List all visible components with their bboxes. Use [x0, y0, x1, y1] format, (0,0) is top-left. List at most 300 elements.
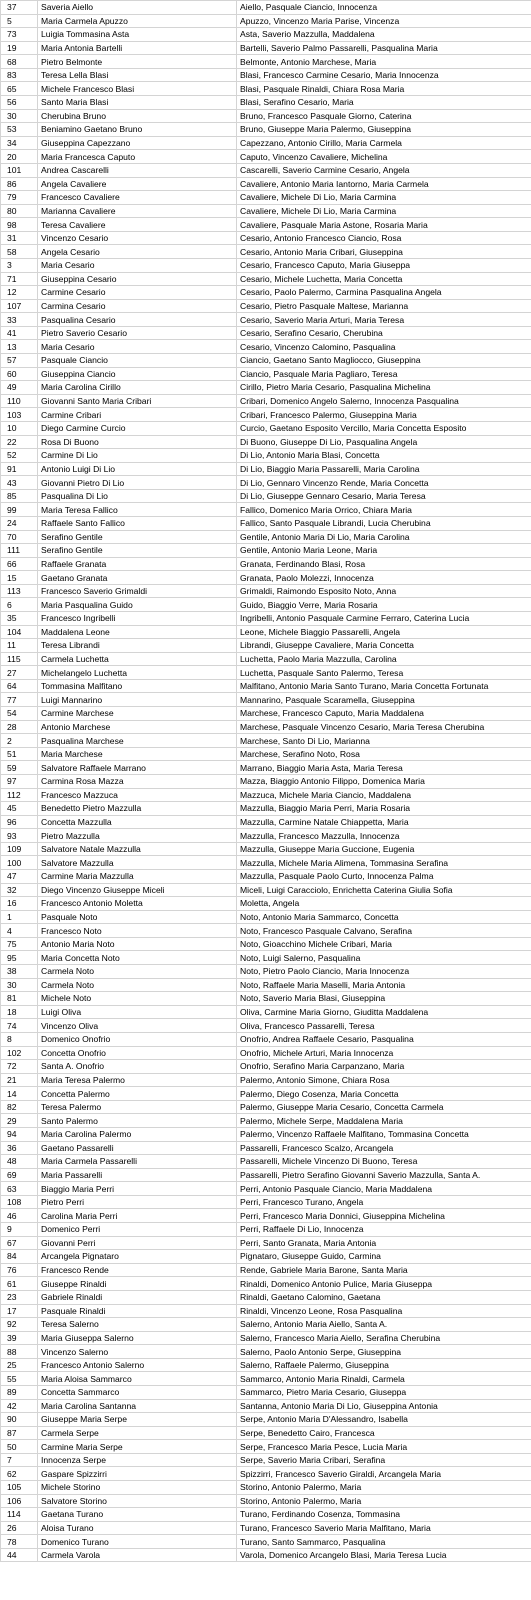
parents-cell[interactable]: Rinaldi, Domenico Antonio Pulice, Maria Giuseppa [237, 1277, 531, 1291]
person-name-cell[interactable]: Luigia Tommasina Asta [38, 28, 237, 42]
row-number-cell[interactable]: 44 [1, 1548, 38, 1562]
person-name-cell[interactable]: Pasqualina Marchese [38, 734, 237, 748]
parents-cell[interactable]: Miceli, Luigi Caracciolo, Enrichetta Caterina Giulia Sofia [237, 883, 531, 897]
person-name-cell[interactable]: Domenico Perri [38, 1223, 237, 1237]
person-name-cell[interactable]: Giovanni Santo Maria Cribari [38, 394, 237, 408]
parents-cell[interactable]: Cesario, Antonio Francesco Ciancio, Rosa [237, 231, 531, 245]
row-number-cell[interactable]: 12 [1, 286, 38, 300]
person-name-cell[interactable]: Angela Cavaliere [38, 177, 237, 191]
parents-cell[interactable]: Serpe, Francesco Maria Pesce, Lucia Maria [237, 1440, 531, 1454]
row-number-cell[interactable]: 89 [1, 1385, 38, 1399]
person-name-cell[interactable]: Concetta Palermo [38, 1087, 237, 1101]
parents-cell[interactable]: Caputo, Vincenzo Cavaliere, Michelina [237, 150, 531, 164]
parents-cell[interactable]: Onofrio, Michele Arturi, Maria Innocenza [237, 1046, 531, 1060]
person-name-cell[interactable]: Maria Aloisa Sammarco [38, 1372, 237, 1386]
row-number-cell[interactable]: 74 [1, 1019, 38, 1033]
parents-cell[interactable]: Ciancio, Pasquale Maria Pagliaro, Teresa [237, 367, 531, 381]
row-number-cell[interactable]: 102 [1, 1046, 38, 1060]
row-number-cell[interactable]: 28 [1, 720, 38, 734]
row-number-cell[interactable]: 107 [1, 299, 38, 313]
person-name-cell[interactable]: Giuseppina Capezzano [38, 136, 237, 150]
parents-cell[interactable]: Cesario, Saverio Maria Arturi, Maria Teresa [237, 313, 531, 327]
row-number-cell[interactable]: 93 [1, 829, 38, 843]
row-number-cell[interactable]: 108 [1, 1195, 38, 1209]
person-name-cell[interactable]: Antonio Marchese [38, 720, 237, 734]
row-number-cell[interactable]: 50 [1, 1440, 38, 1454]
person-name-cell[interactable]: Pietro Perri [38, 1195, 237, 1209]
person-name-cell[interactable]: Diego Carmine Curcio [38, 421, 237, 435]
person-name-cell[interactable]: Gaspare Spizzirri [38, 1467, 237, 1481]
row-number-cell[interactable]: 22 [1, 435, 38, 449]
person-name-cell[interactable]: Concetta Sammarco [38, 1385, 237, 1399]
row-number-cell[interactable]: 56 [1, 96, 38, 110]
row-number-cell[interactable]: 95 [1, 951, 38, 965]
person-name-cell[interactable]: Francesco Cavaliere [38, 191, 237, 205]
person-name-cell[interactable]: Carmine Di Lio [38, 449, 237, 463]
row-number-cell[interactable]: 77 [1, 693, 38, 707]
row-number-cell[interactable]: 86 [1, 177, 38, 191]
row-number-cell[interactable]: 26 [1, 1521, 38, 1535]
row-number-cell[interactable]: 62 [1, 1467, 38, 1481]
person-name-cell[interactable]: Angela Cesario [38, 245, 237, 259]
parents-cell[interactable]: Mazzuca, Michele Maria Ciancio, Maddalena [237, 788, 531, 802]
parents-cell[interactable]: Perri, Francesco Maria Donnici, Giuseppina Michelina [237, 1209, 531, 1223]
person-name-cell[interactable]: Pasquale Rinaldi [38, 1304, 237, 1318]
parents-cell[interactable]: Guido, Biaggio Verre, Maria Rosaria [237, 598, 531, 612]
parents-cell[interactable]: Apuzzo, Vincenzo Maria Parise, Vincenza [237, 14, 531, 28]
row-number-cell[interactable]: 57 [1, 354, 38, 368]
parents-cell[interactable]: Sammarco, Pietro Maria Cesario, Giuseppa [237, 1385, 531, 1399]
person-name-cell[interactable]: Carmine Marchese [38, 707, 237, 721]
parents-cell[interactable]: Di Lio, Giuseppe Gennaro Cesario, Maria Teresa [237, 489, 531, 503]
person-name-cell[interactable]: Saveria Aiello [38, 1, 237, 15]
person-name-cell[interactable]: Carmela Noto [38, 978, 237, 992]
person-name-cell[interactable]: Serafino Gentile [38, 544, 237, 558]
parents-cell[interactable]: Mazzulla, Carmine Natale Chiappetta, Maria [237, 815, 531, 829]
parents-cell[interactable]: Perri, Francesco Turano, Angela [237, 1195, 531, 1209]
row-number-cell[interactable]: 13 [1, 340, 38, 354]
row-number-cell[interactable]: 33 [1, 313, 38, 327]
parents-cell[interactable]: Cesario, Pietro Pasquale Maltese, Marianna [237, 299, 531, 313]
row-number-cell[interactable]: 79 [1, 191, 38, 205]
parents-cell[interactable]: Malfitano, Antonio Maria Santo Turano, Maria Concetta Fortunata [237, 679, 531, 693]
row-number-cell[interactable]: 109 [1, 842, 38, 856]
row-number-cell[interactable]: 58 [1, 245, 38, 259]
person-name-cell[interactable]: Luigi Oliva [38, 1005, 237, 1019]
parents-cell[interactable]: Mazzulla, Pasquale Paolo Curto, Innocenza Palma [237, 870, 531, 884]
parents-cell[interactable]: Passarelli, Michele Vincenzo Di Buono, Teresa [237, 1155, 531, 1169]
parents-cell[interactable]: Luchetta, Paolo Maria Mazzulla, Carolina [237, 652, 531, 666]
row-number-cell[interactable]: 87 [1, 1426, 38, 1440]
person-name-cell[interactable]: Francesco Saverio Grimaldi [38, 584, 237, 598]
person-name-cell[interactable]: Salvatore Storino [38, 1494, 237, 1508]
parents-cell[interactable]: Santanna, Antonio Maria Di Lio, Giuseppina Antonia [237, 1399, 531, 1413]
row-number-cell[interactable]: 8 [1, 1032, 38, 1046]
row-number-cell[interactable]: 67 [1, 1236, 38, 1250]
row-number-cell[interactable]: 3 [1, 258, 38, 272]
row-number-cell[interactable]: 66 [1, 557, 38, 571]
person-name-cell[interactable]: Maria Giuseppa Salerno [38, 1331, 237, 1345]
parents-cell[interactable]: Bartelli, Saverio Palmo Passarelli, Pasqualina Maria [237, 41, 531, 55]
row-number-cell[interactable]: 6 [1, 598, 38, 612]
person-name-cell[interactable]: Michelangelo Luchetta [38, 666, 237, 680]
parents-cell[interactable]: Sammarco, Antonio Maria Rinaldi, Carmela [237, 1372, 531, 1386]
parents-cell[interactable]: Marchese, Pasquale Vincenzo Cesario, Maria Teresa Cherubina [237, 720, 531, 734]
row-number-cell[interactable]: 101 [1, 163, 38, 177]
row-number-cell[interactable]: 106 [1, 1494, 38, 1508]
row-number-cell[interactable]: 19 [1, 41, 38, 55]
row-number-cell[interactable]: 41 [1, 326, 38, 340]
person-name-cell[interactable]: Salvatore Raffaele Marrano [38, 761, 237, 775]
person-name-cell[interactable]: Benedetto Pietro Mazzulla [38, 802, 237, 816]
person-name-cell[interactable]: Concetta Onofrio [38, 1046, 237, 1060]
parents-cell[interactable]: Serpe, Saverio Maria Cribari, Serafina [237, 1453, 531, 1467]
parents-cell[interactable]: Marchese, Santo Di Lio, Marianna [237, 734, 531, 748]
person-name-cell[interactable]: Santo Maria Blasi [38, 96, 237, 110]
person-name-cell[interactable]: Giovanni Pietro Di Lio [38, 476, 237, 490]
person-name-cell[interactable]: Carmela Luchetta [38, 652, 237, 666]
row-number-cell[interactable]: 30 [1, 978, 38, 992]
parents-cell[interactable]: Turano, Santo Sammarco, Pasqualina [237, 1535, 531, 1549]
parents-cell[interactable]: Onofrio, Serafino Maria Carpanzano, Maria [237, 1060, 531, 1074]
parents-cell[interactable]: Palermo, Diego Cosenza, Maria Concetta [237, 1087, 531, 1101]
parents-cell[interactable]: Luchetta, Pasquale Santo Palermo, Teresa [237, 666, 531, 680]
person-name-cell[interactable]: Giuseppe Maria Serpe [38, 1413, 237, 1427]
parents-cell[interactable]: Blasi, Pasquale Rinaldi, Chiara Rosa Maria [237, 82, 531, 96]
row-number-cell[interactable]: 2 [1, 734, 38, 748]
person-name-cell[interactable]: Tommasina Malfitano [38, 679, 237, 693]
person-name-cell[interactable]: Santo Palermo [38, 1114, 237, 1128]
person-name-cell[interactable]: Maria Carolina Cirillo [38, 381, 237, 395]
row-number-cell[interactable]: 37 [1, 1, 38, 15]
row-number-cell[interactable]: 52 [1, 449, 38, 463]
row-number-cell[interactable]: 91 [1, 462, 38, 476]
row-number-cell[interactable]: 39 [1, 1331, 38, 1345]
row-number-cell[interactable]: 30 [1, 109, 38, 123]
person-name-cell[interactable]: Antonio Luigi Di Lio [38, 462, 237, 476]
person-name-cell[interactable]: Francesco Antonio Salerno [38, 1358, 237, 1372]
row-number-cell[interactable]: 59 [1, 761, 38, 775]
person-name-cell[interactable]: Giuseppina Cesario [38, 272, 237, 286]
person-name-cell[interactable]: Teresa Salerno [38, 1318, 237, 1332]
person-name-cell[interactable]: Maria Pasqualina Guido [38, 598, 237, 612]
parents-cell[interactable]: Mazzulla, Giuseppe Maria Guccione, Eugenia [237, 842, 531, 856]
row-number-cell[interactable]: 60 [1, 367, 38, 381]
parents-cell[interactable]: Marchese, Francesco Caputo, Maria Maddalena [237, 707, 531, 721]
parents-cell[interactable]: Belmonte, Antonio Marchese, Maria [237, 55, 531, 69]
person-name-cell[interactable]: Gaetano Granata [38, 571, 237, 585]
person-name-cell[interactable]: Gabriele Rinaldi [38, 1290, 237, 1304]
parents-cell[interactable]: Cesario, Vincenzo Calomino, Pasqualina [237, 340, 531, 354]
person-name-cell[interactable]: Francesco Antonio Moletta [38, 897, 237, 911]
person-name-cell[interactable]: Raffaele Granata [38, 557, 237, 571]
parents-cell[interactable]: Bruno, Giuseppe Maria Palermo, Giuseppina [237, 123, 531, 137]
person-name-cell[interactable]: Rosa Di Buono [38, 435, 237, 449]
parents-cell[interactable]: Mazzulla, Michele Maria Alimena, Tommasina Serafina [237, 856, 531, 870]
parents-cell[interactable]: Noto, Pietro Paolo Ciancio, Maria Innocenza [237, 965, 531, 979]
parents-cell[interactable]: Moletta, Angela [237, 897, 531, 911]
row-number-cell[interactable]: 69 [1, 1168, 38, 1182]
row-number-cell[interactable]: 72 [1, 1060, 38, 1074]
parents-cell[interactable]: Salerno, Francesco Maria Aiello, Serafina Cherubina [237, 1331, 531, 1345]
person-name-cell[interactable]: Carmela Varola [38, 1548, 237, 1562]
row-number-cell[interactable]: 11 [1, 639, 38, 653]
row-number-cell[interactable]: 42 [1, 1399, 38, 1413]
person-name-cell[interactable]: Maria Teresa Palermo [38, 1073, 237, 1087]
row-number-cell[interactable]: 16 [1, 897, 38, 911]
parents-cell[interactable]: Passarelli, Pietro Serafino Giovanni Saverio Mazzulla, Santa A. [237, 1168, 531, 1182]
row-number-cell[interactable]: 1 [1, 910, 38, 924]
person-name-cell[interactable]: Domenico Turano [38, 1535, 237, 1549]
row-number-cell[interactable]: 64 [1, 679, 38, 693]
row-number-cell[interactable]: 63 [1, 1182, 38, 1196]
row-number-cell[interactable]: 71 [1, 272, 38, 286]
person-name-cell[interactable]: Maddalena Leone [38, 625, 237, 639]
parents-cell[interactable]: Cesario, Paolo Palermo, Carmina Pasqualina Angela [237, 286, 531, 300]
row-number-cell[interactable]: 48 [1, 1155, 38, 1169]
row-number-cell[interactable]: 49 [1, 381, 38, 395]
parents-cell[interactable]: Salerno, Antonio Maria Aiello, Santa A. [237, 1318, 531, 1332]
parents-cell[interactable]: Cavaliere, Pasquale Maria Astone, Rosaria Maria [237, 218, 531, 232]
person-name-cell[interactable]: Salvatore Natale Mazzulla [38, 842, 237, 856]
parents-cell[interactable]: Blasi, Francesco Carmine Cesario, Maria Innocenza [237, 68, 531, 82]
row-number-cell[interactable]: 97 [1, 774, 38, 788]
parents-cell[interactable]: Salerno, Paolo Antonio Serpe, Giuseppina [237, 1345, 531, 1359]
parents-cell[interactable]: Salerno, Raffaele Palermo, Giuseppina [237, 1358, 531, 1372]
parents-cell[interactable]: Serpe, Antonio Maria D'Alessandro, Isabella [237, 1413, 531, 1427]
person-name-cell[interactable]: Vincenzo Oliva [38, 1019, 237, 1033]
person-name-cell[interactable]: Francesco Mazzuca [38, 788, 237, 802]
row-number-cell[interactable]: 115 [1, 652, 38, 666]
row-number-cell[interactable]: 98 [1, 218, 38, 232]
person-name-cell[interactable]: Francesco Rende [38, 1263, 237, 1277]
person-name-cell[interactable]: Pietro Saverio Cesario [38, 326, 237, 340]
person-name-cell[interactable]: Gaetano Passarelli [38, 1141, 237, 1155]
row-number-cell[interactable]: 5 [1, 14, 38, 28]
row-number-cell[interactable]: 85 [1, 489, 38, 503]
parents-cell[interactable]: Fallico, Domenico Maria Orrico, Chiara Maria [237, 503, 531, 517]
row-number-cell[interactable]: 4 [1, 924, 38, 938]
row-number-cell[interactable]: 76 [1, 1263, 38, 1277]
parents-cell[interactable]: Rinaldi, Gaetano Calomino, Gaetana [237, 1290, 531, 1304]
parents-cell[interactable]: Cesario, Antonio Maria Cribari, Giuseppina [237, 245, 531, 259]
person-name-cell[interactable]: Pasqualina Cesario [38, 313, 237, 327]
row-number-cell[interactable]: 34 [1, 136, 38, 150]
person-name-cell[interactable]: Carmina Cesario [38, 299, 237, 313]
parents-cell[interactable]: Turano, Francesco Saverio Maria Malfitano, Maria [237, 1521, 531, 1535]
person-name-cell[interactable]: Innocenza Serpe [38, 1453, 237, 1467]
person-name-cell[interactable]: Francesco Ingribelli [38, 612, 237, 626]
person-name-cell[interactable]: Maria Carolina Palermo [38, 1127, 237, 1141]
parents-cell[interactable]: Cavaliere, Michele Di Lio, Maria Carmina [237, 204, 531, 218]
person-name-cell[interactable]: Vincenzo Cesario [38, 231, 237, 245]
person-name-cell[interactable]: Andrea Cascarelli [38, 163, 237, 177]
person-name-cell[interactable]: Raffaele Santo Fallico [38, 516, 237, 530]
parents-cell[interactable]: Storino, Antonio Palermo, Maria [237, 1494, 531, 1508]
row-number-cell[interactable]: 61 [1, 1277, 38, 1291]
parents-cell[interactable]: Cirillo, Pietro Maria Cesario, Pasqualina Michelina [237, 381, 531, 395]
parents-cell[interactable]: Noto, Luigi Salerno, Pasqualina [237, 951, 531, 965]
parents-cell[interactable]: Cribari, Domenico Angelo Salerno, Innocenza Pasqualina [237, 394, 531, 408]
parents-cell[interactable]: Perri, Raffaele Di Lio, Innocenza [237, 1223, 531, 1237]
person-name-cell[interactable]: Marianna Cavaliere [38, 204, 237, 218]
person-name-cell[interactable]: Santa A. Onofrio [38, 1060, 237, 1074]
parents-cell[interactable]: Cascarelli, Saverio Carmine Cesario, Angela [237, 163, 531, 177]
row-number-cell[interactable]: 14 [1, 1087, 38, 1101]
parents-cell[interactable]: Noto, Antonio Maria Sammarco, Concetta [237, 910, 531, 924]
person-name-cell[interactable]: Carmina Rosa Mazza [38, 774, 237, 788]
parents-cell[interactable]: Aiello, Pasquale Ciancio, Innocenza [237, 1, 531, 15]
row-number-cell[interactable]: 105 [1, 1481, 38, 1495]
parents-cell[interactable]: Mannarino, Pasquale Scaramella, Giuseppina [237, 693, 531, 707]
row-number-cell[interactable]: 9 [1, 1223, 38, 1237]
row-number-cell[interactable]: 100 [1, 856, 38, 870]
row-number-cell[interactable]: 23 [1, 1290, 38, 1304]
row-number-cell[interactable]: 25 [1, 1358, 38, 1372]
person-name-cell[interactable]: Teresa Cavaliere [38, 218, 237, 232]
person-name-cell[interactable]: Luigi Mannarino [38, 693, 237, 707]
person-name-cell[interactable]: Carmela Serpe [38, 1426, 237, 1440]
parents-cell[interactable]: Varola, Domenico Arcangelo Blasi, Maria Teresa Lucia [237, 1548, 531, 1562]
parents-cell[interactable]: Granata, Paolo Molezzi, Innocenza [237, 571, 531, 585]
parents-cell[interactable]: Perri, Santo Granata, Maria Antonia [237, 1236, 531, 1250]
person-name-cell[interactable]: Antonio Maria Noto [38, 937, 237, 951]
person-name-cell[interactable]: Carmine Cesario [38, 286, 237, 300]
person-name-cell[interactable]: Maria Antonia Bartelli [38, 41, 237, 55]
parents-cell[interactable]: Ciancio, Gaetano Santo Magliocco, Giuseppina [237, 354, 531, 368]
parents-cell[interactable]: Cesario, Francesco Caputo, Maria Giuseppa [237, 258, 531, 272]
row-number-cell[interactable]: 51 [1, 747, 38, 761]
person-name-cell[interactable]: Teresa Palermo [38, 1100, 237, 1114]
row-number-cell[interactable]: 20 [1, 150, 38, 164]
person-name-cell[interactable]: Arcangela Pignataro [38, 1250, 237, 1264]
parents-cell[interactable]: Cesario, Serafino Cesario, Cherubina [237, 326, 531, 340]
parents-cell[interactable]: Onofrio, Andrea Raffaele Cesario, Pasqualina [237, 1032, 531, 1046]
person-name-cell[interactable]: Giovanni Perri [38, 1236, 237, 1250]
parents-cell[interactable]: Noto, Raffaele Maria Maselli, Maria Antonia [237, 978, 531, 992]
parents-cell[interactable]: Palermo, Michele Serpe, Maddalena Maria [237, 1114, 531, 1128]
person-name-cell[interactable]: Gaetana Turano [38, 1508, 237, 1522]
parents-cell[interactable]: Rende, Gabriele Maria Barone, Santa Maria [237, 1263, 531, 1277]
parents-cell[interactable]: Marrano, Biaggio Maria Asta, Maria Teresa [237, 761, 531, 775]
row-number-cell[interactable]: 70 [1, 530, 38, 544]
row-number-cell[interactable]: 99 [1, 503, 38, 517]
person-name-cell[interactable]: Pietro Mazzulla [38, 829, 237, 843]
row-number-cell[interactable]: 21 [1, 1073, 38, 1087]
person-name-cell[interactable]: Cherubina Bruno [38, 109, 237, 123]
row-number-cell[interactable]: 80 [1, 204, 38, 218]
row-number-cell[interactable]: 90 [1, 1413, 38, 1427]
row-number-cell[interactable]: 65 [1, 82, 38, 96]
row-number-cell[interactable]: 35 [1, 612, 38, 626]
parents-cell[interactable]: Mazza, Biaggio Antonio Filippo, Domenica Maria [237, 774, 531, 788]
parents-cell[interactable]: Spizzirri, Francesco Saverio Giraldi, Arcangela Maria [237, 1467, 531, 1481]
row-number-cell[interactable]: 43 [1, 476, 38, 490]
parents-cell[interactable]: Cavaliere, Michele Di Lio, Maria Carmina [237, 191, 531, 205]
person-name-cell[interactable]: Giuseppina Ciancio [38, 367, 237, 381]
parents-cell[interactable]: Turano, Ferdinando Cosenza, Tommasina [237, 1508, 531, 1522]
parents-cell[interactable]: Rinaldi, Vincenzo Leone, Rosa Pasqualina [237, 1304, 531, 1318]
person-name-cell[interactable]: Salvatore Mazzulla [38, 856, 237, 870]
person-name-cell[interactable]: Carmine Maria Serpe [38, 1440, 237, 1454]
person-name-cell[interactable]: Michele Francesco Blasi [38, 82, 237, 96]
row-number-cell[interactable]: 7 [1, 1453, 38, 1467]
person-name-cell[interactable]: Maria Carmela Apuzzo [38, 14, 237, 28]
person-name-cell[interactable]: Serafino Gentile [38, 530, 237, 544]
person-name-cell[interactable]: Aloisa Turano [38, 1521, 237, 1535]
parents-cell[interactable]: Leone, Michele Biaggio Passarelli, Angela [237, 625, 531, 639]
person-name-cell[interactable]: Pietro Belmonte [38, 55, 237, 69]
person-name-cell[interactable]: Giuseppe Rinaldi [38, 1277, 237, 1291]
person-name-cell[interactable]: Teresa Librandi [38, 639, 237, 653]
row-number-cell[interactable]: 103 [1, 408, 38, 422]
parents-cell[interactable]: Palermo, Vincenzo Raffaele Malfitano, Tommasina Concetta [237, 1127, 531, 1141]
parents-cell[interactable]: Cesario, Michele Luchetta, Maria Concetta [237, 272, 531, 286]
person-name-cell[interactable]: Maria Concetta Noto [38, 951, 237, 965]
person-name-cell[interactable]: Carmine Cribari [38, 408, 237, 422]
parents-cell[interactable]: Serpe, Benedetto Cairo, Francesca [237, 1426, 531, 1440]
row-number-cell[interactable]: 110 [1, 394, 38, 408]
person-name-cell[interactable]: Maria Carmela Passarelli [38, 1155, 237, 1169]
parents-cell[interactable]: Librandi, Giuseppe Cavaliere, Maria Concetta [237, 639, 531, 653]
parents-cell[interactable]: Bruno, Francesco Pasquale Giorno, Caterina [237, 109, 531, 123]
row-number-cell[interactable]: 88 [1, 1345, 38, 1359]
row-number-cell[interactable]: 47 [1, 870, 38, 884]
person-name-cell[interactable]: Maria Carolina Santanna [38, 1399, 237, 1413]
row-number-cell[interactable]: 46 [1, 1209, 38, 1223]
parents-cell[interactable]: Capezzano, Antonio Cirillo, Maria Carmela [237, 136, 531, 150]
row-number-cell[interactable]: 83 [1, 68, 38, 82]
parents-cell[interactable]: Grimaldi, Raimondo Esposito Noto, Anna [237, 584, 531, 598]
parents-cell[interactable]: Asta, Saverio Mazzulla, Maddalena [237, 28, 531, 42]
row-number-cell[interactable]: 31 [1, 231, 38, 245]
parents-cell[interactable]: Cavaliere, Antonio Maria Iantorno, Maria Carmela [237, 177, 531, 191]
parents-cell[interactable]: Oliva, Francesco Passarelli, Teresa [237, 1019, 531, 1033]
row-number-cell[interactable]: 82 [1, 1100, 38, 1114]
row-number-cell[interactable]: 81 [1, 992, 38, 1006]
parents-cell[interactable]: Mazzulla, Biaggio Maria Perri, Maria Rosaria [237, 802, 531, 816]
person-name-cell[interactable]: Biaggio Maria Perri [38, 1182, 237, 1196]
parents-cell[interactable]: Marchese, Serafino Noto, Rosa [237, 747, 531, 761]
person-name-cell[interactable]: Teresa Lella Blasi [38, 68, 237, 82]
parents-cell[interactable]: Noto, Saverio Maria Blasi, Giuseppina [237, 992, 531, 1006]
row-number-cell[interactable]: 104 [1, 625, 38, 639]
row-number-cell[interactable]: 53 [1, 123, 38, 137]
row-number-cell[interactable]: 73 [1, 28, 38, 42]
row-number-cell[interactable]: 111 [1, 544, 38, 558]
row-number-cell[interactable]: 36 [1, 1141, 38, 1155]
person-name-cell[interactable]: Diego Vincenzo Giuseppe Miceli [38, 883, 237, 897]
row-number-cell[interactable]: 27 [1, 666, 38, 680]
parents-cell[interactable]: Palermo, Giuseppe Maria Cesario, Concetta Carmela [237, 1100, 531, 1114]
row-number-cell[interactable]: 96 [1, 815, 38, 829]
row-number-cell[interactable]: 68 [1, 55, 38, 69]
person-name-cell[interactable]: Domenico Onofrio [38, 1032, 237, 1046]
person-name-cell[interactable]: Pasquale Noto [38, 910, 237, 924]
parents-cell[interactable]: Cribari, Francesco Palermo, Giuseppina Maria [237, 408, 531, 422]
person-name-cell[interactable]: Maria Francesca Caputo [38, 150, 237, 164]
parents-cell[interactable]: Noto, Francesco Pasquale Calvano, Serafina [237, 924, 531, 938]
person-name-cell[interactable]: Pasqualina Di Lio [38, 489, 237, 503]
person-name-cell[interactable]: Maria Marchese [38, 747, 237, 761]
parents-cell[interactable]: Passarelli, Francesco Scalzo, Arcangela [237, 1141, 531, 1155]
parents-cell[interactable]: Palermo, Antonio Simone, Chiara Rosa [237, 1073, 531, 1087]
parents-cell[interactable]: Gentile, Antonio Maria Di Lio, Maria Carolina [237, 530, 531, 544]
parents-cell[interactable]: Granata, Ferdinando Blasi, Rosa [237, 557, 531, 571]
person-name-cell[interactable]: Michele Noto [38, 992, 237, 1006]
row-number-cell[interactable]: 113 [1, 584, 38, 598]
parents-cell[interactable]: Blasi, Serafino Cesario, Maria [237, 96, 531, 110]
